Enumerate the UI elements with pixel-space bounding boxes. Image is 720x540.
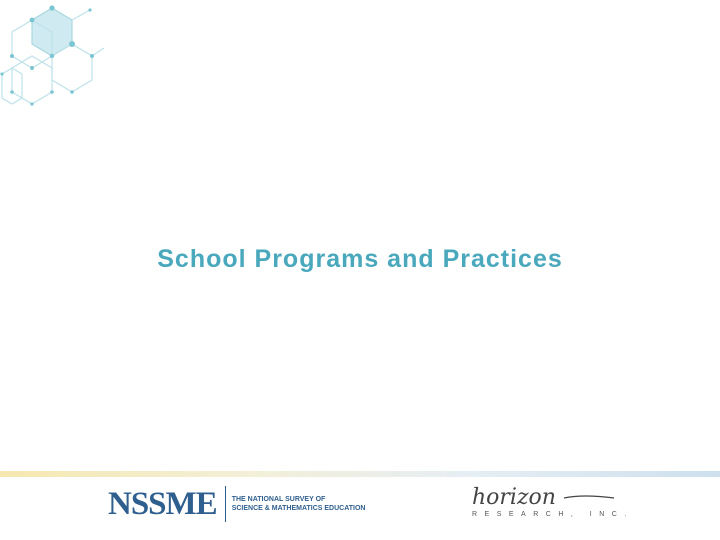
nssme-logo [108,484,365,524]
footer-gradient-rule [0,471,720,477]
nssme-acronym: NSSME [108,485,217,522]
horizon-subtitle: RESEARCH, INC. [472,511,634,518]
slide-title: School Programs and Practices [157,245,563,273]
nssme-tagline-line2: SCIENCE & MATHEMATICS EDUCATION [231,505,366,512]
hexagon-network-decoration [0,0,110,115]
nssme-tagline-line1: THE NATIONAL SURVEY OF [231,496,326,503]
horizon-wordmark: horizon [472,485,556,510]
horizon-research-logo [468,484,618,526]
nssme-divider [225,486,226,522]
nssme-tagline [232,495,366,513]
